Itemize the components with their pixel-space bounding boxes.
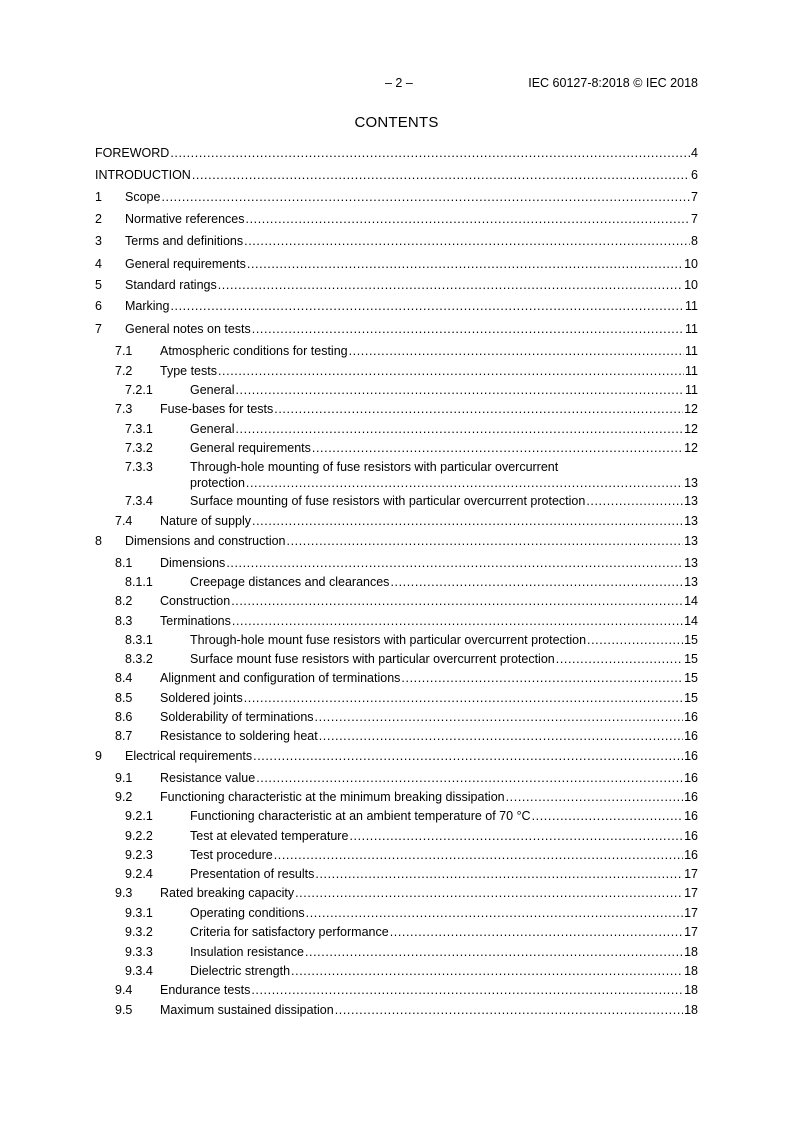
toc-entry-page: 11 xyxy=(685,299,698,313)
dot-leader xyxy=(235,382,684,398)
toc-entry[interactable] xyxy=(0,459,793,491)
dot-leader xyxy=(274,401,683,417)
toc-entry-page: 6 xyxy=(691,168,698,182)
toc-entry[interactable] xyxy=(0,632,793,648)
toc-entry[interactable] xyxy=(0,233,793,249)
toc-entry-number: 9.2.1 xyxy=(125,809,153,823)
toc-entry-title: Normative references xyxy=(125,212,245,226)
toc-entry-number: 8.6 xyxy=(115,710,133,724)
dot-leader xyxy=(401,670,683,686)
toc-entry-leader-row xyxy=(190,847,698,863)
toc-entry-title-line1: Through-hole mounting of fuse resistors with particular overcurrent xyxy=(190,460,559,474)
toc-entry-page: 16 xyxy=(684,809,698,823)
toc-entry[interactable] xyxy=(0,651,793,667)
dot-leader xyxy=(256,770,683,786)
dot-leader xyxy=(170,298,684,314)
toc-entry-number: 8.1.1 xyxy=(125,575,153,589)
toc-entry-page: 13 xyxy=(684,575,698,589)
toc-entry[interactable] xyxy=(0,866,793,882)
toc-entry-title: Dielectric strength xyxy=(190,964,291,978)
toc-entry[interactable] xyxy=(0,670,793,686)
toc-entry-leader-row xyxy=(190,808,698,824)
toc-entry-leader-row xyxy=(160,593,698,609)
toc-entry-title: Surface mount fuse resistors with particular overcurrent protection xyxy=(190,652,555,666)
toc-entry-number: 9.3.1 xyxy=(125,906,153,920)
toc-entry-page: 7 xyxy=(691,190,698,204)
toc-entry-page: 15 xyxy=(684,671,698,685)
toc-entry-number: 7.2.1 xyxy=(125,383,153,397)
toc-entry-leader-row xyxy=(160,401,698,417)
toc-entry-leader-row xyxy=(190,574,698,590)
dot-leader xyxy=(335,1002,683,1018)
dot-leader xyxy=(287,533,684,549)
dot-leader xyxy=(232,613,683,629)
toc-entry-number: 9.1 xyxy=(115,771,133,785)
toc-entry-leader-row xyxy=(190,421,698,437)
toc-entry-title: Functioning characteristic at the minimum breaking dissipation xyxy=(160,790,505,804)
dot-leader xyxy=(235,421,683,437)
dot-leader xyxy=(218,363,684,379)
dot-leader xyxy=(587,632,683,648)
toc-entry-leader-row xyxy=(190,828,698,844)
dot-leader xyxy=(252,513,683,529)
toc-entry-page: 16 xyxy=(684,710,698,724)
toc-entry[interactable] xyxy=(0,748,793,764)
toc-entry-number: 8.4 xyxy=(115,671,133,685)
toc-entry-page: 18 xyxy=(684,945,698,959)
toc-entry-number: 9.3.3 xyxy=(125,945,153,959)
toc-entry-title: Nature of supply xyxy=(160,514,252,528)
toc-entry-title: Terminations xyxy=(160,614,231,628)
dot-leader xyxy=(253,748,683,764)
toc-entry-leader-row xyxy=(160,363,698,379)
toc-entry-page: 13 xyxy=(684,476,698,490)
toc-entry-number: 8.7 xyxy=(115,729,133,743)
toc-entry-page: 11 xyxy=(685,364,698,378)
toc-entry-title: Fuse-bases for tests xyxy=(160,402,274,416)
toc-entry-number: 6 xyxy=(95,299,102,313)
toc-entry-title: Resistance to soldering heat xyxy=(160,729,318,743)
toc-entry[interactable] xyxy=(0,277,793,293)
toc-entry-number: 9.3.4 xyxy=(125,964,153,978)
toc-entry-title: Rated breaking capacity xyxy=(160,886,295,900)
toc-entry-title: Surface mounting of fuse resistors with particular overcurrent protection xyxy=(190,494,586,508)
toc-entry-leader-row xyxy=(160,613,698,629)
toc-entry[interactable] xyxy=(0,885,793,901)
toc-entry[interactable] xyxy=(0,709,793,725)
toc-entry-title: Insulation resistance xyxy=(190,945,304,959)
toc-entry-page: 18 xyxy=(684,983,698,997)
toc-entry-page: 17 xyxy=(684,925,698,939)
toc-entry[interactable] xyxy=(0,513,793,529)
toc-entry[interactable] xyxy=(0,770,793,786)
toc-entry-number: 4 xyxy=(95,257,102,271)
toc-entry-number: 8.3 xyxy=(115,614,133,628)
toc-entry-page: 18 xyxy=(684,1003,698,1017)
toc-entry[interactable] xyxy=(0,382,793,398)
toc-entry-number: 3 xyxy=(95,234,102,248)
toc-entry-number: 9.3.2 xyxy=(125,925,153,939)
toc-entry-leader-row xyxy=(160,1002,698,1018)
toc-entry-number: 8.5 xyxy=(115,691,133,705)
toc-entry-page: 13 xyxy=(684,514,698,528)
toc-entry-page: 14 xyxy=(684,614,698,628)
toc-entry[interactable] xyxy=(0,924,793,940)
document-reference: IEC 60127-8:2018 © IEC 2018 xyxy=(528,76,698,90)
dot-leader xyxy=(218,277,683,293)
dot-leader xyxy=(291,963,683,979)
toc-entry-title: General notes on tests xyxy=(125,322,251,336)
toc-entry-title: protection xyxy=(190,476,245,490)
dot-leader xyxy=(390,574,683,590)
toc-entry-title: Endurance tests xyxy=(160,983,251,997)
toc-entry[interactable] xyxy=(0,256,793,272)
toc-entry-page: 13 xyxy=(684,534,698,548)
toc-entry[interactable] xyxy=(0,343,793,359)
toc-entry-leader-row xyxy=(190,475,698,491)
toc-entry-leader-row xyxy=(160,982,698,998)
toc-entry[interactable] xyxy=(0,847,793,863)
dot-leader xyxy=(319,728,683,744)
toc-entry[interactable] xyxy=(0,363,793,379)
toc-entry-title: Solderability of terminations xyxy=(160,710,314,724)
toc-entry-number: 8.2 xyxy=(115,594,133,608)
dot-leader xyxy=(312,440,683,456)
toc-entry[interactable] xyxy=(0,789,793,805)
dot-leader xyxy=(247,256,683,272)
toc-entry-leader-row xyxy=(190,905,698,921)
toc-entry-number: 7.2 xyxy=(115,364,133,378)
toc-entry-leader-row xyxy=(190,963,698,979)
toc-entry-number: 7.3.2 xyxy=(125,441,153,455)
toc-entry-page: 11 xyxy=(685,322,698,336)
toc-entry[interactable] xyxy=(0,211,793,227)
dot-leader xyxy=(170,145,690,161)
toc-entry-leader-row xyxy=(160,885,698,901)
toc-entry-leader-row xyxy=(190,866,698,882)
toc-entry-page: 15 xyxy=(684,691,698,705)
toc-entry-number: 8.3.2 xyxy=(125,652,153,666)
toc-entry-page: 16 xyxy=(684,771,698,785)
toc-entry-number: 9.3 xyxy=(115,886,133,900)
toc-entry-leader-row xyxy=(125,233,698,249)
toc-entry-number: 9.5 xyxy=(115,1003,133,1017)
toc-entry-leader-row xyxy=(190,944,698,960)
dot-leader xyxy=(274,847,683,863)
toc-entry[interactable] xyxy=(0,167,793,183)
toc-entry-leader-row xyxy=(160,690,698,706)
toc-entry-title: Electrical requirements xyxy=(125,749,253,763)
toc-entry-leader-row xyxy=(190,651,698,667)
toc-entry-leader-row xyxy=(160,709,698,725)
dot-leader xyxy=(305,944,683,960)
toc-entry-page: 4 xyxy=(691,146,698,160)
dot-leader xyxy=(532,808,684,824)
toc-entry[interactable] xyxy=(0,440,793,456)
toc-entry-leader-row xyxy=(125,211,698,227)
toc-entry-title: Resistance value xyxy=(160,771,256,785)
toc-entry-title: Alignment and configuration of terminations xyxy=(160,671,401,685)
toc-entry-number: 7.1 xyxy=(115,344,133,358)
toc-entry-number: 9 xyxy=(95,749,102,763)
toc-entry-title: Dimensions and construction xyxy=(125,534,286,548)
toc-entry-leader-row xyxy=(125,321,698,337)
toc-entry-page: 17 xyxy=(684,906,698,920)
toc-entry-title: Creepage distances and clearances xyxy=(190,575,390,589)
toc-entry-title: General xyxy=(190,383,235,397)
toc-entry-title: Scope xyxy=(125,190,161,204)
toc-entry-leader-row xyxy=(190,632,698,648)
dot-leader xyxy=(252,321,684,337)
toc-entry-leader-row xyxy=(125,256,698,272)
toc-entry-page: 15 xyxy=(684,633,698,647)
dot-leader xyxy=(306,905,683,921)
toc-entry-page: 12 xyxy=(684,422,698,436)
toc-entry-number: 7.3.3 xyxy=(125,460,153,474)
dot-leader xyxy=(506,789,683,805)
dot-leader xyxy=(244,233,690,249)
toc-entry-title: Test at elevated temperature xyxy=(190,829,349,843)
dot-leader xyxy=(315,866,683,882)
toc-entry[interactable] xyxy=(0,533,793,549)
toc-entry-number: 5 xyxy=(95,278,102,292)
toc-entry-page: 11 xyxy=(685,383,698,397)
toc-entry[interactable] xyxy=(0,808,793,824)
toc-entry-title: Terms and definitions xyxy=(125,234,244,248)
toc-entry[interactable] xyxy=(0,555,793,571)
dot-leader xyxy=(556,651,683,667)
toc-entry-page: 17 xyxy=(684,886,698,900)
toc-entry-leader-row xyxy=(125,277,698,293)
toc-entry[interactable] xyxy=(0,574,793,590)
dot-leader xyxy=(231,593,683,609)
toc-entry-number: 7.3.1 xyxy=(125,422,153,436)
toc-entry-page: 16 xyxy=(684,729,698,743)
toc-entry-title: Test procedure xyxy=(190,848,273,862)
toc-entry-leader-row xyxy=(190,493,698,509)
toc-entry-number: 8 xyxy=(95,534,102,548)
toc-entry-number: 9.2.2 xyxy=(125,829,153,843)
toc-entry-leader-row xyxy=(125,189,698,205)
toc-entry-leader-row xyxy=(190,382,698,398)
toc-entry-number: 1 xyxy=(95,190,102,204)
toc-entry-page: 16 xyxy=(684,749,698,763)
toc-entry-number: 9.4 xyxy=(115,983,133,997)
dot-leader xyxy=(226,555,683,571)
toc-entry-title: General requirements xyxy=(125,257,246,271)
toc-entry-leader-row xyxy=(125,748,698,764)
toc-entry[interactable] xyxy=(0,1002,793,1018)
toc-entry[interactable] xyxy=(0,905,793,921)
toc-entry-title: Criteria for satisfactory performance xyxy=(190,925,389,939)
toc-entry-page: 12 xyxy=(684,441,698,455)
toc-entry-number: 9.2 xyxy=(115,790,133,804)
dot-leader xyxy=(586,493,683,509)
toc-entry-title: General requirements xyxy=(190,441,311,455)
toc-entry[interactable] xyxy=(0,421,793,437)
toc-entry-number: 8.3.1 xyxy=(125,633,153,647)
toc-entry-title: Atmospheric conditions for testing xyxy=(160,344,348,358)
toc-entry-page: 14 xyxy=(684,594,698,608)
toc-entry-page: 11 xyxy=(685,344,698,358)
toc-entry-page: 16 xyxy=(684,848,698,862)
toc-entry-leader-row xyxy=(125,298,698,314)
toc-entry-number: 8.1 xyxy=(115,556,133,570)
toc-entry-title: Operating conditions xyxy=(190,906,305,920)
toc-entry[interactable] xyxy=(0,401,793,417)
toc-entry-leader-row xyxy=(125,533,698,549)
toc-entry-page: 12 xyxy=(684,402,698,416)
dot-leader xyxy=(161,189,690,205)
toc-entry-page: 17 xyxy=(684,867,698,881)
toc-entry[interactable] xyxy=(0,298,793,314)
toc-entry-title: Standard ratings xyxy=(125,278,217,292)
toc-entry-title: Construction xyxy=(160,594,231,608)
toc-entry-title: FOREWORD xyxy=(95,146,170,160)
toc-entry-title: Marking xyxy=(125,299,170,313)
toc-entry-leader-row xyxy=(160,770,698,786)
toc-entry-leader-row xyxy=(160,513,698,529)
dot-leader xyxy=(315,709,684,725)
toc-entry-number: 7 xyxy=(95,322,102,336)
toc-entry-leader-row xyxy=(95,167,698,183)
page-number: – 2 – xyxy=(385,76,413,90)
toc-entry-title: General xyxy=(190,422,235,436)
toc-entry-page: 13 xyxy=(684,556,698,570)
toc-entry-number: 7.4 xyxy=(115,514,133,528)
toc-entry-leader-row xyxy=(160,670,698,686)
dot-leader xyxy=(192,167,690,183)
toc-entry-title: Through-hole mount fuse resistors with particular overcurrent protection xyxy=(190,633,587,647)
toc-entry-page: 10 xyxy=(684,278,698,292)
toc-entry-page: 18 xyxy=(684,964,698,978)
toc-entry-title: Functioning characteristic at an ambient temperature of 70 °C xyxy=(190,809,531,823)
toc-entry[interactable] xyxy=(0,944,793,960)
dot-leader xyxy=(349,343,684,359)
dot-leader xyxy=(295,885,683,901)
toc-entry-title: Presentation of results xyxy=(190,867,315,881)
contents-title: CONTENTS xyxy=(354,114,439,131)
toc-entry-title: Maximum sustained dissipation xyxy=(160,1003,334,1017)
toc-entry-leader-row xyxy=(160,789,698,805)
toc-entry[interactable] xyxy=(0,728,793,744)
dot-leader xyxy=(244,690,683,706)
toc-entry-page: 15 xyxy=(684,652,698,666)
toc-entry[interactable] xyxy=(0,963,793,979)
toc-entry-leader-row xyxy=(160,555,698,571)
toc-entry-page: 13 xyxy=(684,494,698,508)
toc-entry-number: 7.3.4 xyxy=(125,494,153,508)
toc-entry[interactable] xyxy=(0,321,793,337)
toc-entry-title: Dimensions xyxy=(160,556,226,570)
toc-entry-page: 10 xyxy=(684,257,698,271)
toc-entry-page: 7 xyxy=(691,212,698,226)
dot-leader xyxy=(390,924,683,940)
toc-entry-leader-row xyxy=(95,145,698,161)
toc-entry-leader-row xyxy=(160,728,698,744)
dot-leader xyxy=(349,828,683,844)
toc-entry-page: 8 xyxy=(691,234,698,248)
dot-leader xyxy=(246,475,683,491)
toc-entry[interactable] xyxy=(0,593,793,609)
toc-entry[interactable] xyxy=(0,493,793,509)
dot-leader xyxy=(251,982,683,998)
toc-entry[interactable] xyxy=(0,145,793,161)
toc-entry[interactable] xyxy=(0,189,793,205)
toc-entry-number: 9.2.4 xyxy=(125,867,153,881)
toc-entry[interactable] xyxy=(0,613,793,629)
toc-entry[interactable] xyxy=(0,828,793,844)
dot-leader xyxy=(246,211,691,227)
toc-entry-number: 9.2.3 xyxy=(125,848,153,862)
toc-entry-leader-row xyxy=(160,343,698,359)
toc-entry-title: Soldered joints xyxy=(160,691,243,705)
toc-entry-number: 7.3 xyxy=(115,402,133,416)
toc-entry-title: Type tests xyxy=(160,364,217,378)
toc-entry-page: 16 xyxy=(684,790,698,804)
toc-entry-title: INTRODUCTION xyxy=(95,168,191,182)
toc-entry-leader-row xyxy=(190,924,698,940)
toc-entry-leader-row xyxy=(190,440,698,456)
toc-entry-page: 16 xyxy=(684,829,698,843)
toc-entry[interactable] xyxy=(0,690,793,706)
toc-entry[interactable] xyxy=(0,982,793,998)
toc-entry-number: 2 xyxy=(95,212,102,226)
